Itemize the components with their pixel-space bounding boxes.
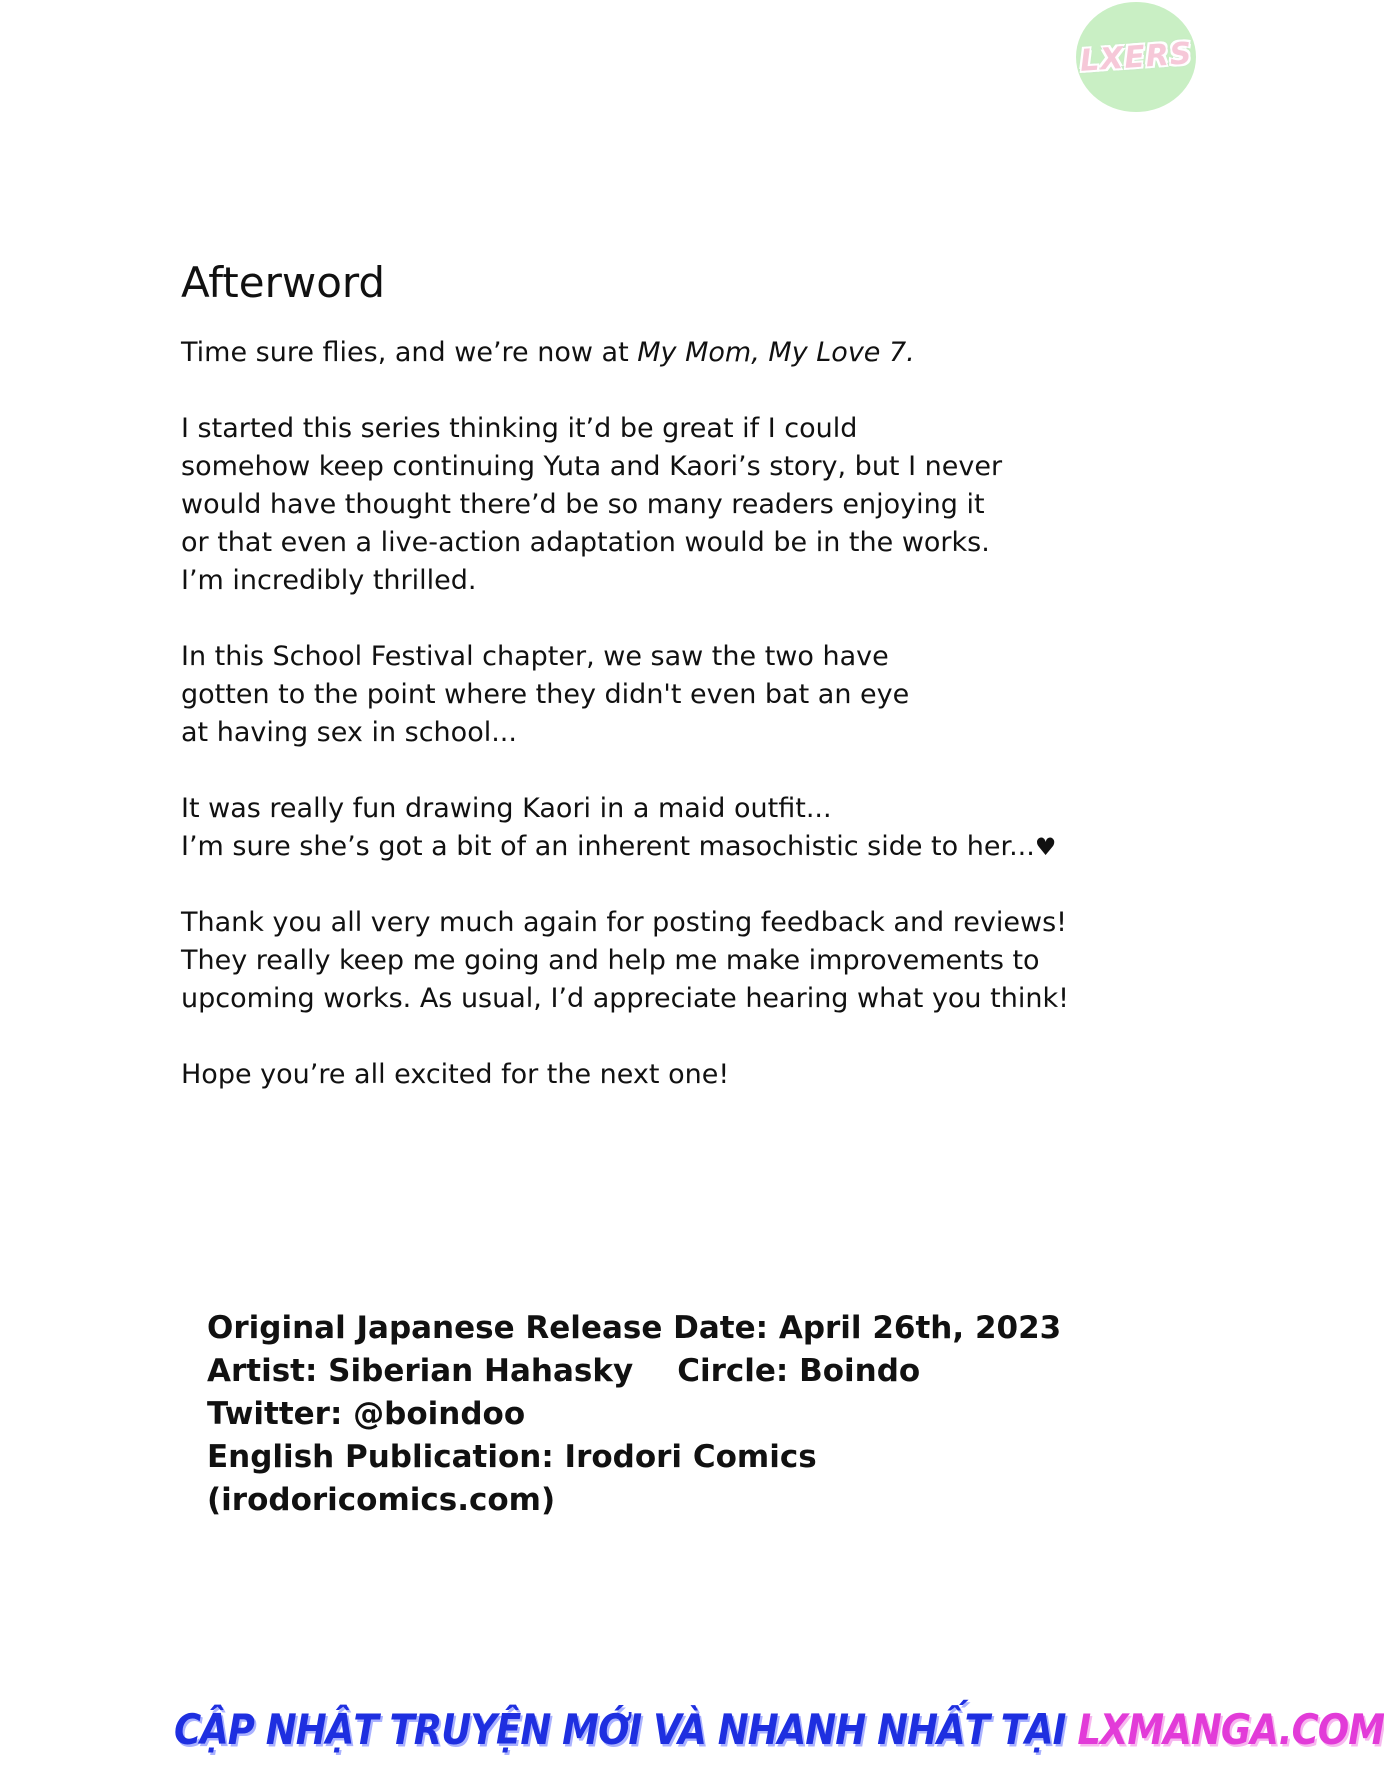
- banner-site-link[interactable]: LXMANGA.COM: [1077, 1706, 1384, 1755]
- paragraph-line: They really keep me going and help me make improvements to: [181, 945, 1040, 977]
- paragraph-line: or that even a live-action adaptation would be in the works.: [181, 527, 990, 559]
- promo-banner: [174, 1706, 1384, 1755]
- afterword-paragraph-2: [181, 410, 1081, 600]
- paragraph-1-text: Time sure flies, and we’re now at: [181, 337, 638, 369]
- paragraph-line: gotten to the point where they didn't even bat an eye: [181, 679, 910, 711]
- afterword-section: [181, 260, 1081, 1132]
- paragraph-line: It was really fun drawing Kaori in a maid outfit...: [181, 793, 832, 825]
- website-link[interactable]: (irodoricomics.com): [207, 1482, 556, 1518]
- afterword-paragraph-3: [181, 638, 1081, 752]
- heart-icon: ♥: [1034, 833, 1057, 862]
- circle-credit: Circle: Boindo: [677, 1353, 921, 1389]
- paragraph-line: In this School Festival chapter, we saw the two have: [181, 641, 889, 673]
- paragraph-line: Thank you all very much again for posting feedback and reviews!: [181, 907, 1067, 939]
- paragraph-line: [181, 828, 1081, 866]
- banner-text: CẬP NHẬT TRUYỆN MỚI VÀ NHANH NHẤT TẠI: [174, 1706, 1078, 1755]
- site-logo: [1076, 2, 1196, 112]
- artist-credit: Artist: Siberian Hahasky: [207, 1353, 634, 1389]
- paragraph-line: at having sex in school...: [181, 717, 517, 749]
- twitter-credit: Twitter: @boindoo: [207, 1396, 526, 1432]
- site-logo-text: LXERS: [1078, 35, 1194, 79]
- paragraph-line: upcoming works. As usual, I’d appreciate hearing what you think!: [181, 983, 1069, 1015]
- paragraph-line: I started this series thinking it’d be great if I could: [181, 413, 858, 445]
- afterword-paragraph-1: [181, 334, 1081, 372]
- afterword-title: Afterword: [181, 258, 386, 307]
- paragraph-line: I’m incredibly thrilled.: [181, 565, 477, 597]
- credits-block: [207, 1307, 1107, 1522]
- paragraph-line: would have thought there’d be so many readers enjoying it: [181, 489, 985, 521]
- afterword-paragraph-4: [181, 790, 1081, 866]
- afterword-paragraph-5: [181, 904, 1081, 1018]
- release-date: Original Japanese Release Date: April 26th, 2023: [207, 1310, 1062, 1346]
- book-title: My Mom, My Love 7.: [637, 337, 915, 369]
- paragraph-line-text: I’m sure she’s got a bit of an inherent masochistic side to her...: [181, 831, 1035, 863]
- publication-credit: English Publication: Irodori Comics: [207, 1439, 817, 1475]
- afterword-paragraph-6: Hope you’re all excited for the next one!: [181, 1059, 730, 1091]
- paragraph-line: somehow keep continuing Yuta and Kaori’s story, but I never: [181, 451, 1003, 483]
- artist-circle-line: [207, 1350, 1107, 1393]
